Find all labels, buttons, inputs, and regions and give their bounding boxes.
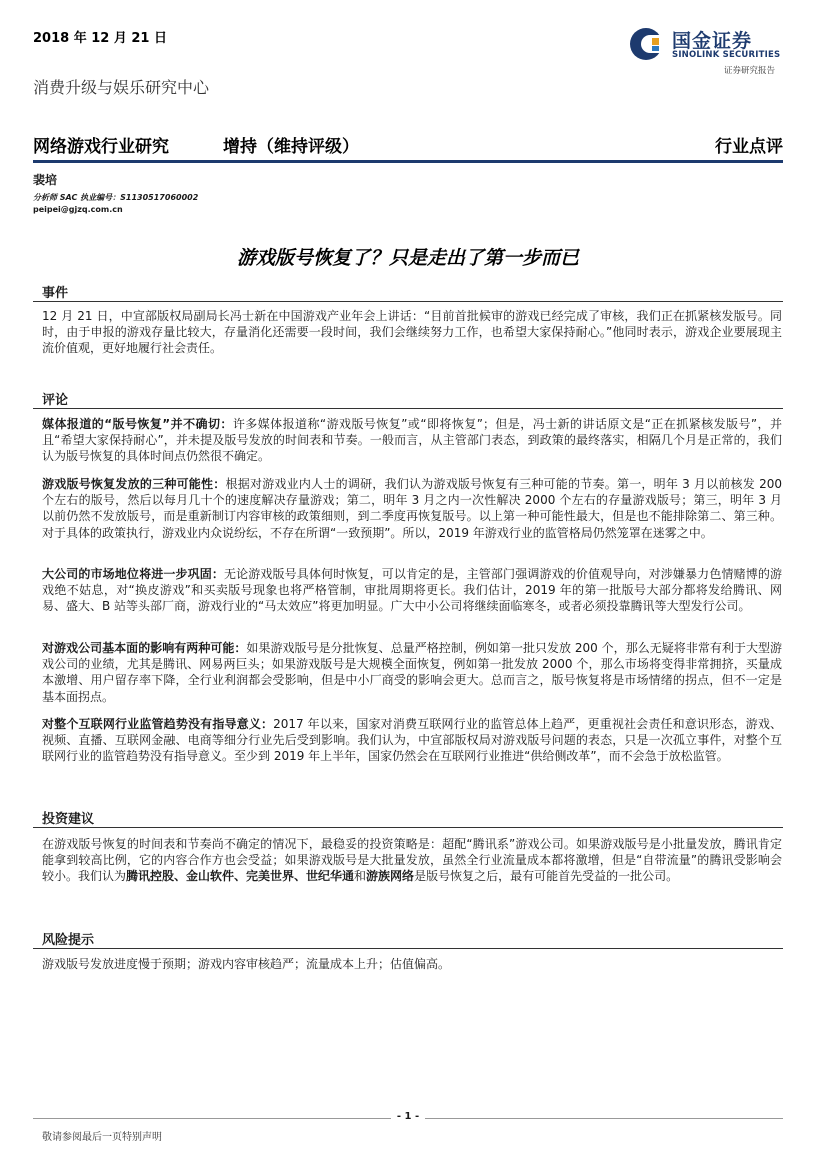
comment-paragraph-1	[42, 416, 782, 465]
paragraph-text: 在游戏版号恢复的时间表和节奏尚不确定的情况下，最稳妥的投资策略是：超配“腾讯系”游戏公司。如果游戏版号是小批量发放，腾讯肯定能拿到较高比例，它的内容合作方也会受益；如果游戏版号是大批量发放，虽然全行业流量成本都将激增，但是“自带流量”的腾讯受影响会较小。我们认为	[42, 837, 782, 884]
recommended-company-last: 游族网络	[366, 869, 415, 884]
paragraph-text: 是版号恢复之后，最有可能首先受益的一批公司。	[414, 869, 679, 884]
section-heading-event: 事件	[42, 286, 69, 301]
page-number: - 1 -	[391, 1111, 425, 1122]
section-divider	[33, 827, 783, 828]
paragraph-text: 无论游戏版号具体何时恢复，可以肯定的是，主管部门强调游戏的价值观导向，对涉嫌暴力色情赌博的游戏绝不姑息，对“换皮游戏”和买卖版号现象也将严格管制，审批周期将更长。我们估计，2019 年的第一批版号大部分都将发给腾讯、网易、盛大、B 站等头部厂商，游戏行业的“马太效应”将更加明显。广大中小公司将继续面临寒冬，或者必须投靠腾讯等大型发行公司。	[42, 567, 782, 614]
page-number-wrap	[33, 1111, 783, 1122]
section-heading-risk: 风险提示	[42, 933, 95, 948]
event-paragraph: 12 月 21 日，中宣部版权局副局长冯士新在中国游戏产业年会上讲话：“目前首批候审的游戏已经完成了审核，我们正在抓紧核发版号。同时，由于申报的游戏存量比较大，存量消化还需要一段时间，我们会继续努力工作，也希望大家保持耐心。”他同时表示，游戏企业要展现主流价值观，更好地履行社会责任。	[42, 309, 782, 356]
report-date: 2018 年 12 月 21 日	[33, 31, 167, 46]
comment-paragraph-3	[42, 566, 782, 615]
comment-paragraph-2	[42, 476, 782, 541]
report-rating: 增持（维持评级）	[223, 137, 359, 157]
author-sac-number: 分析师 SAC 执业编号：S1130517060002	[33, 193, 199, 202]
paragraph-lead: 大公司的市场地位将进一步巩固：	[42, 567, 224, 581]
main-title: 游戏版号恢复了？只是走出了第一步而已	[236, 247, 579, 269]
investment-paragraph	[42, 836, 782, 885]
section-divider	[33, 948, 783, 949]
paragraph-text: 许多媒体报道称“游戏版号恢复”或“即将恢复”；但是，冯士新的讲话原文是“正在抓紧核发版号”，并且“希望大家保持耐心”，并未提及版号发放的时间表和节奏。一般而言，从主管部门表态，到政策的最终落实，相隔几个月是正常的，我们认为版号恢复的具体时间点仍然很不确定。	[42, 417, 782, 464]
paragraph-text: 和	[354, 869, 367, 884]
risk-paragraph: 游戏版号发放进度慢于预期；游戏内容审核趋严；流量成本上升；估值偏高。	[42, 957, 451, 971]
sinolink-logo-icon	[628, 24, 668, 64]
section-heading-comment: 评论	[42, 393, 69, 408]
paragraph-lead: 对游戏公司基本面的影响有两种可能：	[42, 641, 247, 655]
report-type: 行业点评	[715, 137, 783, 157]
author-email[interactable]: peipei@gjzq.com.cn	[33, 205, 123, 214]
report-title-bar	[33, 128, 783, 158]
paragraph-lead: 对整个互联网行业监管趋势没有指导意义：	[42, 717, 274, 731]
section-divider	[33, 408, 783, 409]
logo-english-name: SINOLINK SECURITIES	[672, 50, 781, 60]
logo-chinese-name: 国金证券	[672, 30, 753, 52]
paragraph-lead: 媒体报道的“版号恢复”并不确切：	[42, 417, 233, 431]
paragraph-text: 根据对游戏业内人士的调研，我们认为游戏版号恢复有三种可能的节奏。第一，明年 3 月以前核发 200 个左右的版号，然后以每月几十个的速度解决存量游戏；第二，明年 3 月之内一次性解决 2000 个左右的存量游戏版号；第三，明年 3 月以前仍然不发放版号，而是重新制订内容审核的政策细则，到二季度再恢复版号。以上第一种可能性最大，但是也不能排除第二、第三种。对于具体的政策执行，游戏业内众说纷纭，不存在所谓“一致预期”。所以，2019 年游戏行业的监管格局仍然笼罩在迷雾之中。	[42, 477, 782, 540]
title-divider	[33, 160, 783, 163]
recommended-companies: 腾讯控股、金山软件、完美世界、世纪华通	[126, 869, 355, 884]
section-heading-investment: 投资建议	[42, 812, 95, 827]
comment-paragraph-5	[42, 716, 782, 765]
comment-paragraph-4	[42, 640, 782, 705]
logo-subtitle: 证券研究报告	[724, 66, 776, 76]
author-name: 裴培	[33, 173, 58, 187]
report-title: 网络游戏行业研究	[33, 137, 169, 157]
company-logo	[628, 22, 798, 82]
paragraph-lead: 游戏版号恢复发放的三种可能性：	[42, 477, 226, 491]
paragraph-text: 2017 年以来，国家对消费互联网行业的监管总体上趋严，更重视社会责任和意识形态，游戏、视频、直播、互联网金融、电商等细分行业先后受到影响。我们认为，中宣部版权局对游戏版号问题的表态，只是一次孤立事件，对整个互联网行业的监管趋势没有指导意义。至少到 2019 年上半年，国家仍然会在互联网行业推进“供给侧改革”，而不会急于放松监管。	[42, 717, 782, 764]
research-center: 消费升级与娱乐研究中心	[33, 78, 210, 97]
section-divider	[33, 301, 783, 302]
paragraph-text: 如果游戏版号是分批恢复、总量严格控制，例如第一批只发放 200 个，那么无疑将非常有利于大型游戏公司的业绩，尤其是腾讯、网易两巨头；如果游戏版号是大规模全面恢复，例如第一批发放 2000 个，那么市场将变得非常拥挤，买量成本激增、用户留存率下降，全行业利润都会受影响，但是中小厂商受的影响会更大。总而言之，版号恢复将是市场情绪的拐点，但不一定是基本面拐点。	[42, 641, 782, 704]
footer-disclaimer: 敬请参阅最后一页特别声明	[42, 1132, 162, 1143]
